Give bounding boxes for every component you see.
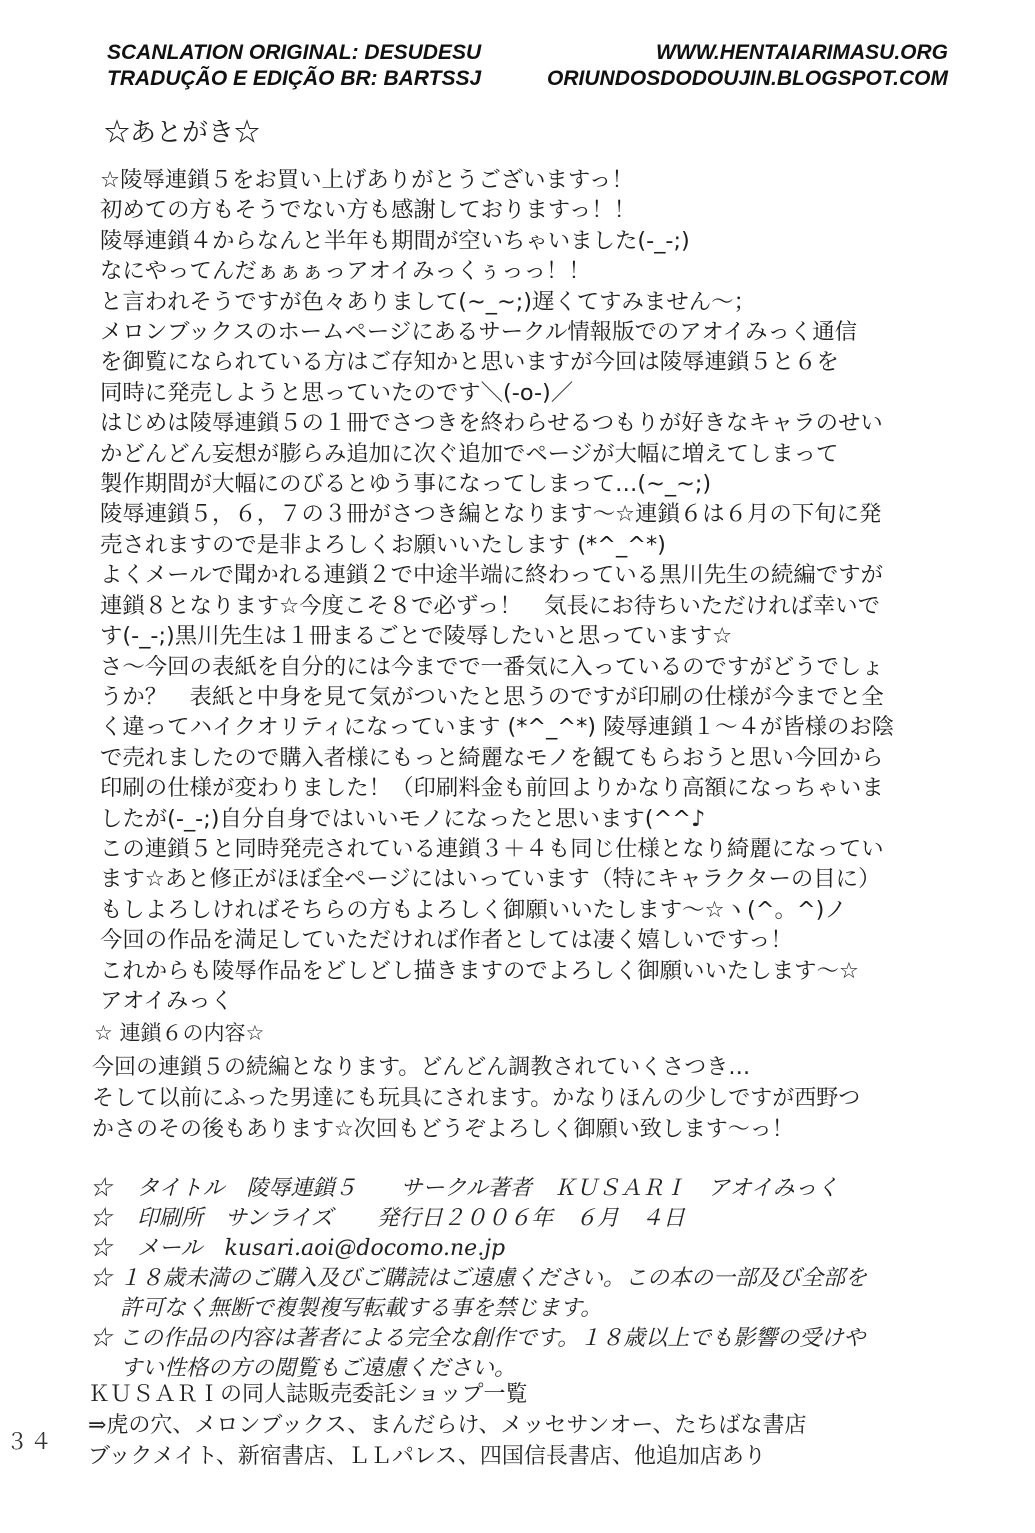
text-line: 連鎖８となります☆今度こそ８で必ずっ！ 気長にお待ちいただければ幸いで — [100, 592, 881, 619]
text-line: はじめは陵辱連鎖５の１冊でさつきを終わらせるつもりが好きなキャラのせい — [100, 410, 883, 437]
text-line: で売れましたので購入者様にもっと綺麗なモノを観てもらおうと思い今回から — [100, 744, 884, 771]
page-number: ３４ — [6, 1430, 55, 1455]
text-line: さ～今回の表紙を自分的には今までで一番気に入っているのですがどうでしょ — [100, 653, 884, 680]
text-line: うか？ 表紙と中身を見て気がついたと思うのですが印刷の仕様が今までと全 — [100, 683, 884, 710]
text-line: ☆陵辱連鎖５をお買い上げありがとうございますっ！ — [100, 167, 634, 193]
text-line: メロンブックスのホームページにあるサークル情報版でのアオイみっく通信 — [100, 319, 858, 346]
text-line: 今回の作品を満足していただければ作者としては凄く嬉しいですっ！ — [100, 927, 793, 954]
afterword-heading: ☆あとがき☆ — [104, 118, 261, 148]
next-volume-body — [92, 1052, 992, 1145]
text-line: 初めての方もそうでない方も感謝しておりますっ！！ — [100, 197, 637, 224]
credits-right — [547, 40, 948, 92]
text-line: く違ってハイクオリティになっています (*^_^*) 陵辱連鎖１～４が皆様のお陰 — [100, 714, 895, 741]
info-title-line: ☆ タイトル 陵辱連鎖５ サークル著者 ＫＵＳＡＲＩ アオイみっく — [90, 1176, 839, 1201]
text-line: 同時に発売しようと思っていたのです＼(-o-)／ — [100, 379, 574, 406]
info-age-line-1: ☆ １８歳未満のご購入及びご購読はご遠慮ください。この本の一部及び全部を — [90, 1266, 867, 1291]
next-volume-title: ☆ 連鎖６の内容☆ — [94, 1021, 265, 1045]
text-line: 今回の連鎖５の続編となります。どんどん調教されていくさつき… — [92, 1055, 751, 1080]
info-age-line-2: 許可なく無断で複製複写転載する事を禁じます。 — [120, 1296, 603, 1321]
text-line: 印刷の仕様が変わりました！（印刷料金も前回よりかなり高額になっちゃいま — [100, 775, 884, 802]
text-line: そして以前にふった男達にも玩具にされます。かなりほんの少しですが西野つ — [92, 1086, 861, 1111]
text-line: もしよろしければそちらの方もよろしく御願いいたします～☆ヽ(^。^)ノ — [100, 896, 847, 923]
shop-list — [88, 1379, 998, 1472]
text-line: を御覧になられている方はご存知かと思いますが今回は陵辱連鎖５と６を — [100, 349, 839, 376]
scanlation-credits — [0, 40, 1035, 100]
text-line: 売されますので是非よろしくお願いいたします (*^_^*) — [100, 531, 666, 558]
text-line: これからも陵辱作品をどしどし描きますのでよろしく御願いいたします～☆ — [100, 957, 859, 984]
info-work-line-2: すい性格の方の閲覧もご遠慮ください。 — [120, 1356, 517, 1381]
text-line: かどんどん妄想が膨らみ追加に次ぐ追加でページが大幅に増えてしまって — [100, 440, 839, 467]
text-line: なにやってんだぁぁぁっアオイみっくぅっっ！！ — [100, 258, 591, 285]
info-print-line: ☆ 印刷所 サンライズ 発行日２００６年 ６月 ４日 — [90, 1206, 686, 1231]
text-line: と言われそうですが色々ありまして(~_~;)遅くてすみません～； — [100, 288, 756, 315]
text-line: したが(-_-;)自分自身ではいいモノになったと思います(^^♪ — [100, 805, 706, 832]
text-line: この連鎖５と同時発売されている連鎖３＋４も同じ仕様となり綺麗になってい — [100, 835, 884, 862]
text-line: アオイみっく — [100, 987, 233, 1014]
text-line: 陵辱連鎖５，６，７の３冊がさつき編となります～☆連鎖６は６月の下旬に発 — [100, 501, 882, 528]
shop-list-line-2: ブックメイト、新宿書店、ＬＬパレス、四国信長書店、他追加店あり — [88, 1444, 766, 1469]
shop-list-title: ＫＵＳＡＲＩの同人誌販売委託ショップ一覧 — [88, 1382, 528, 1407]
credit-site: WWW.HENTAIARIMASU.ORG — [655, 41, 948, 64]
info-mail-line: ☆ メール kusari.aoi@docomo.ne.jp — [90, 1236, 506, 1261]
text-line: 製作期間が大幅にのびるとゆう事になってしまって…(~_~;) — [100, 471, 712, 498]
credit-translation: TRADUÇÃO E EDIÇÃO BR: BARTSSJ — [107, 67, 482, 90]
shop-list-line-1: ⇒虎の穴、メロンブックス、まんだらけ、メッセサンオー、たちばな書店 — [88, 1413, 807, 1438]
info-work-line-1: ☆ この作品の内容は著者による完全な創作です。１８歳以上でも影響の受けや — [90, 1326, 866, 1351]
credit-blog: ORIUNDOSDODOUJIN.BLOGSPOT.COM — [547, 67, 948, 90]
publication-info — [90, 1174, 1000, 1384]
text-line: す(-_-;)黒川先生は１冊まるごとで陵辱したいと思っています☆ — [100, 623, 733, 650]
afterword-body — [100, 165, 995, 1016]
credits-left — [107, 40, 481, 92]
text-line: ます☆あと修正がほぼ全ページにはいっています（特にキャラクターの目に） — [100, 866, 881, 893]
text-line: 陵辱連鎖４からなんと半年も期間が空いちゃいました(-_-;) — [100, 227, 690, 254]
credit-scanlation: SCANLATION ORIGINAL: DESUDESU — [107, 41, 482, 64]
text-line: よくメールで聞かれる連鎖２で中途半端に終わっている黒川先生の続編ですが — [100, 562, 883, 589]
text-line: かさのその後もあります☆次回もどうぞよろしく御願い致します～っ！ — [92, 1117, 794, 1142]
